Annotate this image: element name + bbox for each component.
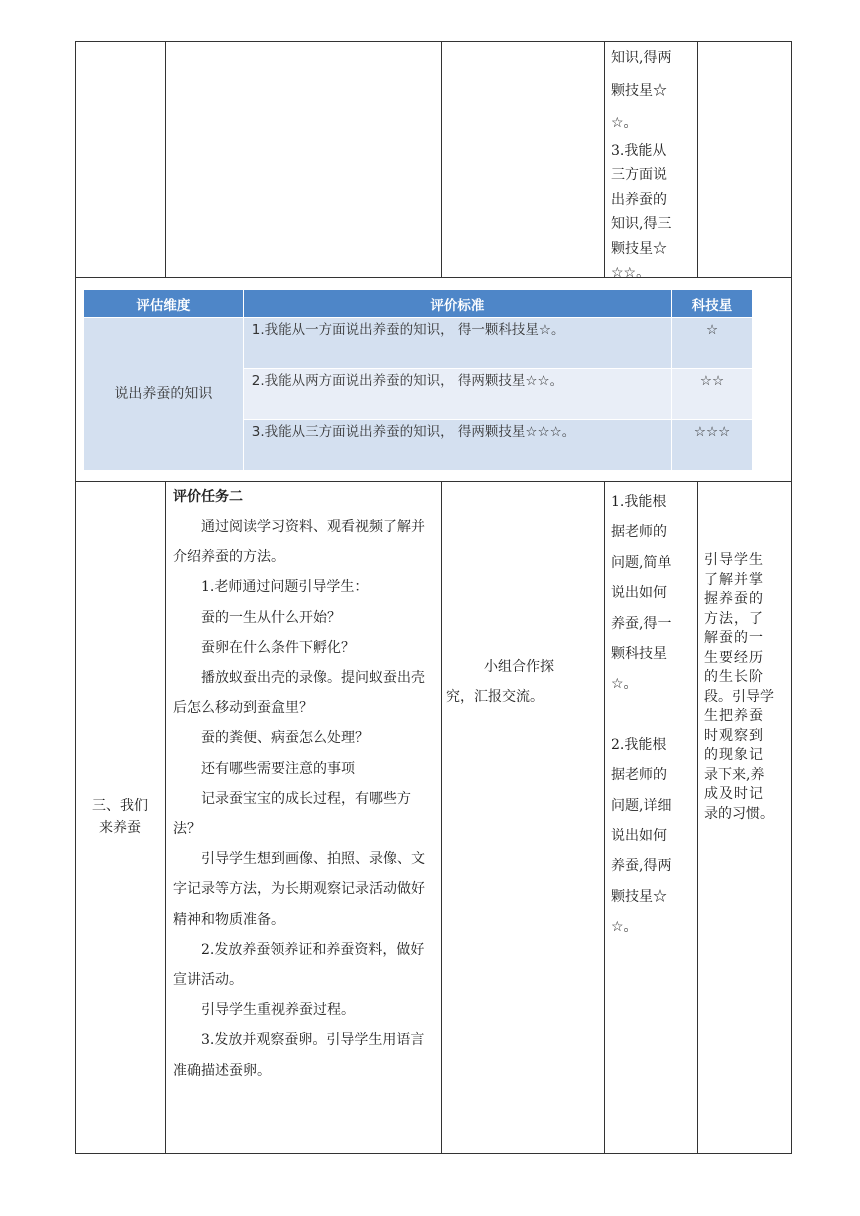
- col-divider-bottom-4: [697, 481, 698, 1154]
- eval-line: 养蚕,得两: [611, 858, 672, 875]
- eval-line: 知识,得两: [611, 50, 672, 66]
- eval-line: ☆。: [611, 115, 638, 131]
- eval-row: [84, 318, 753, 369]
- bottom-eval-cell: [611, 487, 695, 943]
- intent-line: 方法，了: [704, 610, 764, 627]
- eval-line: 养蚕,得一: [611, 615, 672, 632]
- activity-cell: [173, 486, 435, 1086]
- eval-criterion: 2.我能从两方面说出养蚕的知识， 得两颗技星☆☆。: [243, 369, 671, 420]
- col-divider-bottom-3: [604, 481, 605, 1154]
- eval-line: ☆。: [611, 676, 638, 693]
- activity-paragraph: 3.发放并观察蚕卵。引导学生用语言准确描述蚕卵。: [173, 1032, 425, 1079]
- student-activity-cell: [446, 652, 602, 712]
- eval-spacer: [611, 700, 695, 730]
- eval-line: 三方面说: [611, 167, 667, 183]
- eval-criterion: 1.我能从一方面说出养蚕的知识， 得一颗科技星☆。: [243, 318, 671, 369]
- activity-paragraph: 引导学生想到画像、拍照、录像、文字记录等方法，为长期观察记录活动做好精神和物质准备。: [173, 851, 425, 928]
- eval-line: 知识,得三: [611, 216, 672, 232]
- activity-paragraph: 还有哪些需要注意的事项: [201, 760, 355, 777]
- stage-line: 来养蚕: [99, 820, 141, 836]
- eval-dimension: 说出养蚕的知识: [84, 318, 244, 471]
- col-divider-top-3: [604, 41, 605, 278]
- intent-line: 生把养蚕: [704, 708, 764, 724]
- eval-line: 3.我能从: [611, 142, 667, 159]
- eval-line: 据老师的: [611, 767, 667, 784]
- eval-line: 颗技星☆: [611, 888, 667, 905]
- intent-line: 生要经历: [704, 649, 764, 666]
- eval-criterion: 3.我能从三方面说出养蚕的知识， 得两颗技星☆☆☆。: [243, 420, 671, 471]
- intent-line: 引导学生: [704, 552, 764, 568]
- eval-line: 问题,详细: [611, 797, 672, 814]
- eval-line: 出养蚕的: [611, 191, 667, 208]
- intent-line: 录下来,养: [704, 766, 765, 783]
- eval-stars: ☆: [672, 318, 753, 369]
- eval-stars: ☆☆: [672, 369, 753, 420]
- intent-line: 了解并掌: [704, 571, 764, 588]
- header-criteria: 评价标准: [243, 290, 671, 318]
- intent-line: 段。引导学: [704, 688, 774, 705]
- eval-line: 据老师的: [611, 524, 667, 541]
- student-line: 小组合作探: [484, 659, 554, 675]
- col-divider-top-4: [697, 41, 698, 278]
- header-dimension: 评估维度: [84, 290, 244, 318]
- eval-line: 说出如何: [611, 828, 667, 845]
- intent-line: 录的习惯。: [704, 805, 774, 822]
- activity-paragraph: 播放蚁蚕出壳的录像。提问蚁蚕出壳后怎么移动到蚕盒里？: [173, 670, 425, 717]
- intent-line: 时观察到: [704, 727, 764, 744]
- activity-paragraph: 蚕卵在什么条件下孵化？: [201, 639, 355, 656]
- eval-line: ☆☆。: [611, 265, 651, 281]
- activity-paragraph: 蚕的一生从什么开始？: [201, 609, 341, 626]
- table-border-left: [75, 41, 76, 1154]
- eval-stars: ☆☆☆: [672, 420, 753, 471]
- student-line: 究，汇报交流。: [446, 689, 544, 705]
- row-divider-2: [75, 481, 792, 482]
- eval-line: 颗技星☆: [611, 82, 667, 99]
- intent-line: 的生长阶: [704, 669, 764, 685]
- evaluation-table: [83, 289, 753, 471]
- table-border-bottom: [75, 1153, 792, 1154]
- col-divider-top-2: [441, 41, 442, 278]
- stage-line: 三、我们: [92, 798, 148, 814]
- top-eval-cell: [611, 46, 695, 286]
- col-divider-top-1: [165, 41, 166, 278]
- col-divider-bottom-2: [441, 481, 442, 1154]
- activity-paragraph: 引导学生重视养蚕过程。: [201, 1002, 355, 1019]
- activity-paragraph: 记录蚕宝宝的成长过程，有哪些方法？: [173, 790, 411, 838]
- activity-paragraph: 通过阅读学习资料、观看视频了解并介绍养蚕的方法。: [173, 519, 425, 566]
- col-divider-bottom-1: [165, 481, 166, 1154]
- eval-line: 2.我能根: [611, 736, 667, 753]
- eval-line: 说出如何: [611, 585, 667, 602]
- activity-paragraph: 蚕的粪便、病蚕怎么处理？: [201, 730, 369, 747]
- intent-line: 成及时记: [704, 786, 764, 802]
- intent-line: 解蚕的一: [704, 630, 764, 646]
- design-intent-cell: [704, 551, 788, 824]
- eval-line: 问题,简单: [611, 554, 672, 571]
- intent-line: 的现象记: [704, 747, 764, 763]
- activity-paragraph: 2.发放养蚕领养证和养蚕资料，做好宣讲活动。: [173, 941, 425, 989]
- eval-line: 颗技星☆: [611, 240, 667, 257]
- eval-line: ☆。: [611, 919, 638, 936]
- eval-line: 颗科技星: [611, 646, 667, 663]
- table-border-right: [791, 41, 792, 1154]
- header-stars: 科技星: [672, 290, 753, 318]
- stage-cell: [77, 795, 163, 839]
- table-border-top: [75, 41, 792, 42]
- intent-line: 握养蚕的: [704, 591, 764, 607]
- eval-line: 1.我能根: [611, 494, 667, 510]
- task-title: 评价任务二: [173, 489, 243, 505]
- activity-paragraph: 1.老师通过问题引导学生：: [201, 579, 369, 596]
- eval-header-row: [84, 290, 753, 318]
